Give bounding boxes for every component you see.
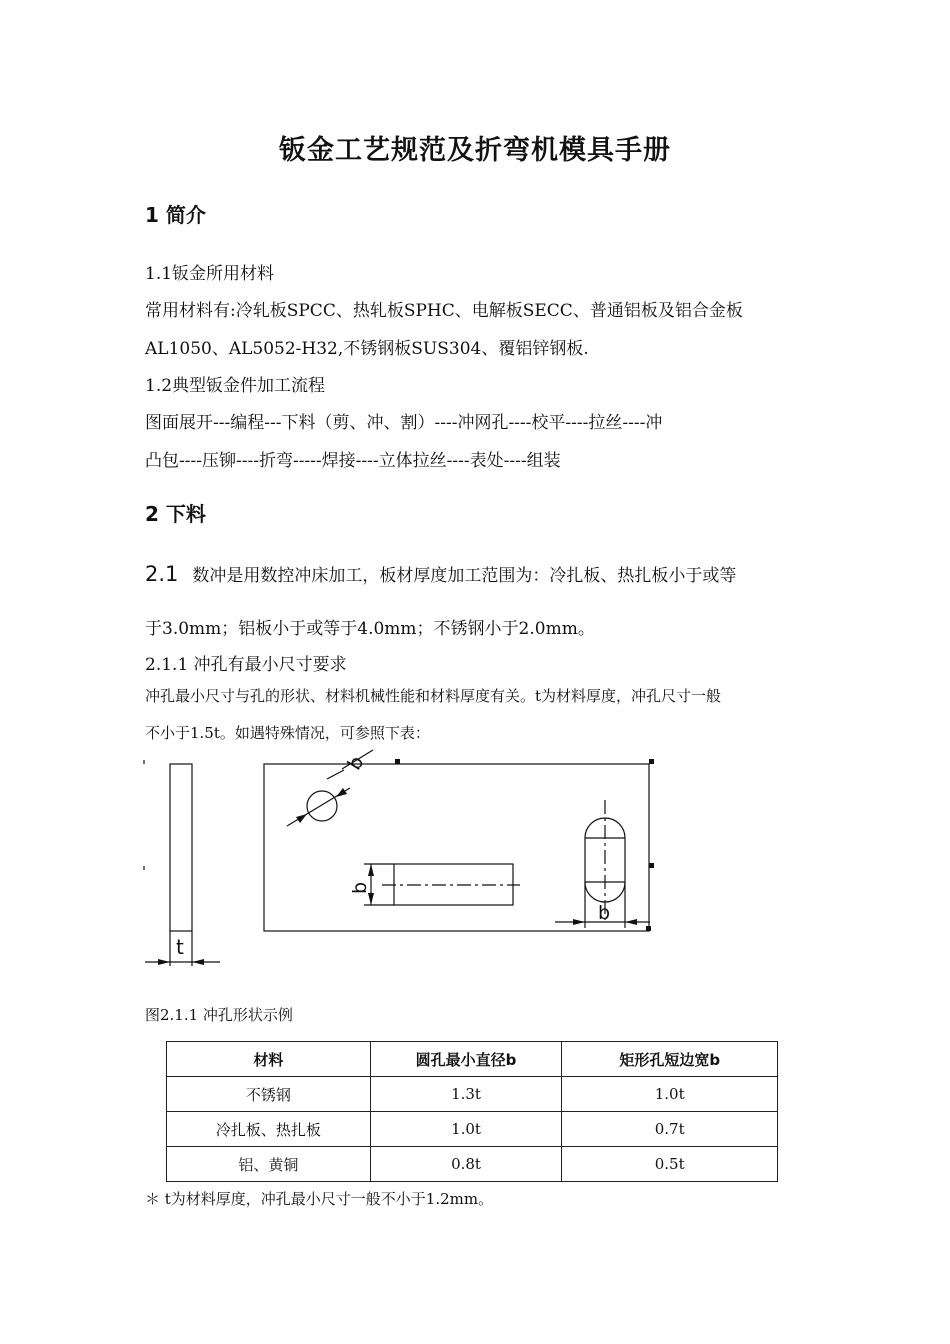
section-1-2-line-1: 图面展开---编程---下料（剪、冲、割）----冲网孔----校平----拉丝----冲 bbox=[145, 413, 663, 433]
section-2-1-text: 数冲是用数控冲床加工，板材厚度加工范围为：冷扎板、热扎板小于或等 bbox=[192, 566, 737, 586]
section-1-1-heading: 1.1钣金所用材料 bbox=[145, 264, 275, 284]
thickness-label: t bbox=[176, 935, 184, 959]
table-cell: 冷扎板、热扎板 bbox=[167, 1112, 371, 1147]
section-1-1-line-2: AL1050、AL5052-H32,不锈钢板SUS304、覆铝锌钢板. bbox=[145, 339, 589, 359]
section-2-1-number: 2.1 bbox=[145, 562, 179, 586]
rect-hole-width-label: b bbox=[349, 881, 371, 894]
obround-hole-width-label: b bbox=[598, 902, 611, 924]
table-cell: 1.0t bbox=[562, 1077, 778, 1112]
table-row bbox=[167, 1112, 778, 1147]
table-cell: 0.5t bbox=[562, 1147, 778, 1182]
table-cell: 铝、黄铜 bbox=[167, 1147, 371, 1182]
figure-caption: 图2.1.1 冲孔形状示例 bbox=[145, 1006, 293, 1024]
table-cell: 不锈钢 bbox=[167, 1077, 371, 1112]
table-header-cell: 矩形孔短边宽b bbox=[562, 1042, 778, 1077]
section-1-2-heading: 1.2典型钣金件加工流程 bbox=[145, 376, 326, 396]
round-hole-diameter-label: b bbox=[343, 752, 369, 775]
round-hole bbox=[307, 791, 337, 821]
section-1-heading: 1 简介 bbox=[145, 203, 206, 227]
section-2-1-line-2: 于3.0mm；铝板小于或等于4.0mm；不锈钢小于2.0mm。 bbox=[145, 619, 595, 639]
section-1-2-line-2: 凸包----压铆----折弯-----焊接----立体拉丝----表处----组装 bbox=[145, 451, 561, 471]
table-footnote: ＊ t为材料厚度，冲孔最小尺寸一般不小于1.2mm。 bbox=[145, 1190, 494, 1208]
document-title: 钣金工艺规范及折弯机模具手册 bbox=[279, 135, 671, 166]
section-2-heading: 2 下料 bbox=[145, 502, 206, 526]
section-2-1-1-line-2: 不小于1.5t。如遇特殊情况，可参照下表： bbox=[145, 724, 430, 742]
punch-hole-size-table bbox=[166, 1041, 778, 1182]
table-cell: 0.8t bbox=[370, 1147, 562, 1182]
section-1-1-line-1: 常用材料有:冷轧板SPCC、热轧板SPHC、电解板SECC、普通铝板及铝合金板 bbox=[145, 301, 743, 321]
table-cell: 1.0t bbox=[370, 1112, 562, 1147]
sheet-side-view bbox=[170, 764, 192, 931]
table-row bbox=[167, 1147, 778, 1182]
table-header-row bbox=[167, 1042, 778, 1077]
table-header-cell: 圆孔最小直径b bbox=[370, 1042, 562, 1077]
section-2-1-1-heading: 2.1.1 冲孔有最小尺寸要求 bbox=[145, 655, 347, 675]
table-cell: 0.7t bbox=[562, 1112, 778, 1147]
section-2-1-1-line-1: 冲孔最小尺寸与孔的形状、材料机械性能和材料厚度有关。t为材料厚度，冲孔尺寸一般 bbox=[145, 687, 722, 705]
sheet-plate bbox=[264, 764, 649, 931]
table-header-cell: 材料 bbox=[167, 1042, 371, 1077]
table-cell: 1.3t bbox=[370, 1077, 562, 1112]
table-row bbox=[167, 1077, 778, 1112]
